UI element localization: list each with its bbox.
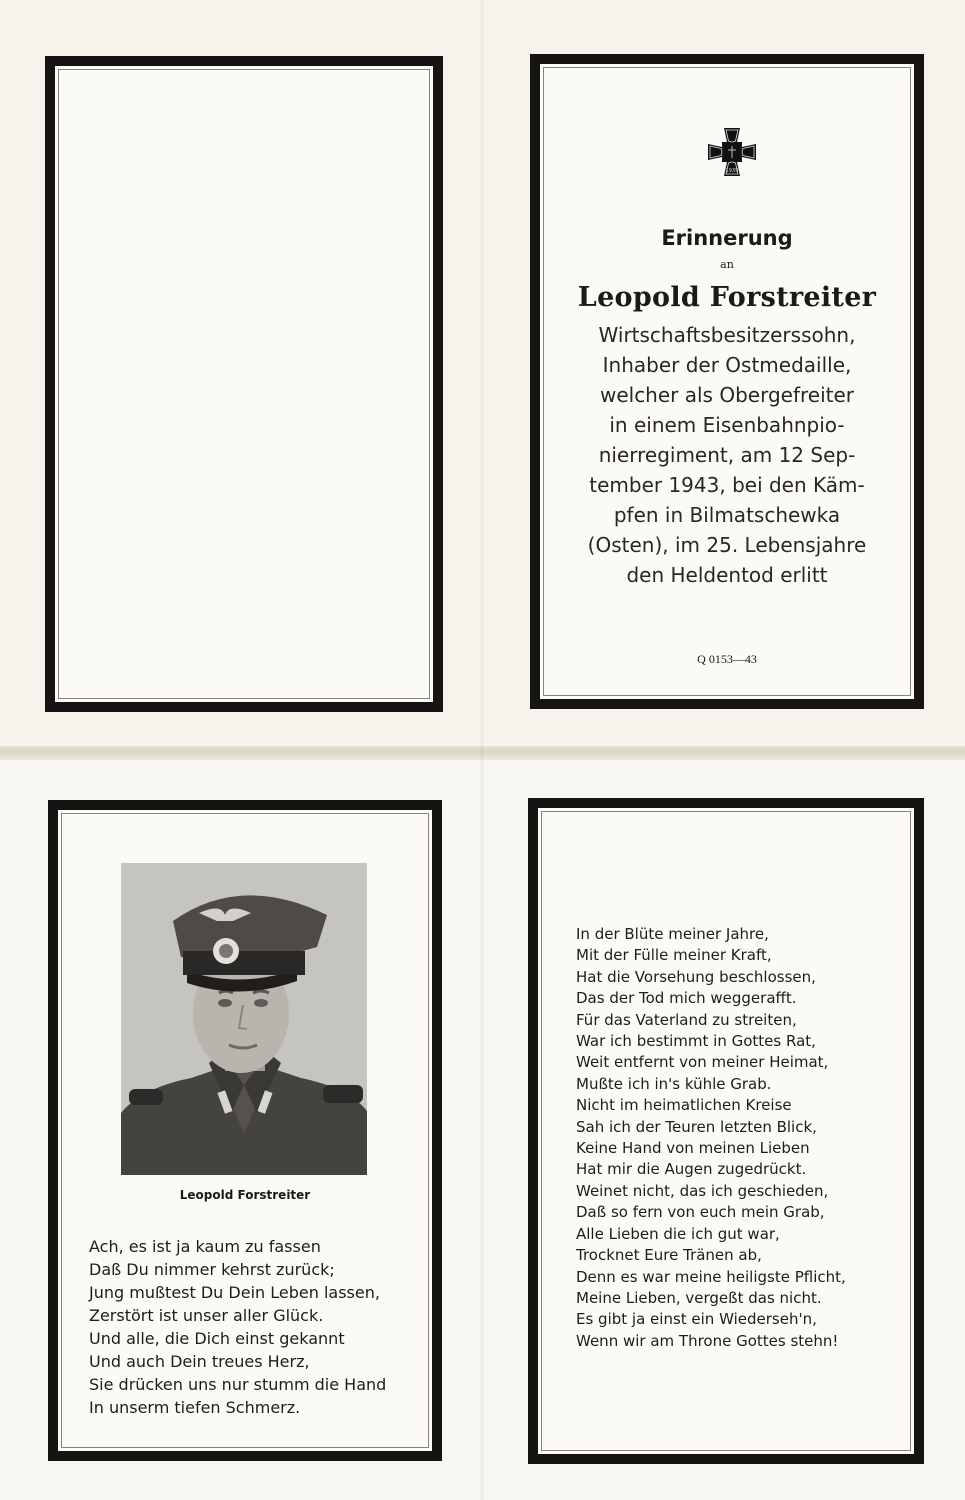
blank-back-panel (45, 56, 443, 712)
biography-line: in einem Eisenbahnpio- (609, 413, 845, 437)
poem-line: Und alle, die Dich einst gekannt (89, 1329, 345, 1348)
poem-line: Für das Vaterland zu streiten, (576, 1010, 797, 1029)
biography-line: nierregiment, am 12 Sep- (598, 443, 856, 467)
poem-line: Es gibt ja einst ein Wiederseh'n, (576, 1310, 817, 1329)
poem-line: Daß Du nimmer kehrst zurück; (89, 1260, 335, 1279)
poem-line: Sie drücken uns nur stumm die Hand (89, 1375, 387, 1394)
poem-line: Weit entfernt von meiner Heimat, (576, 1053, 829, 1072)
poem-line: Denn es war meine heiligste Pflicht, (576, 1267, 846, 1286)
poem-line: Nicht im heimatlichen Kreise (576, 1096, 792, 1115)
poem-line: Sah ich der Teuren letzten Blick, (576, 1117, 817, 1136)
poem-line: Das der Tod mich weggerafft. (576, 989, 797, 1008)
biography-line: Inhaber der Ostmedaille, (602, 353, 852, 377)
poem-panel (528, 798, 924, 1464)
poem-line: Hat mir die Augen zugedrückt. (576, 1160, 807, 1179)
poem-line: Hat die Vorsehung beschlossen, (576, 967, 816, 986)
photo-caption: Leopold Forstreiter (179, 1188, 311, 1202)
poem-line: Mußte ich in's kühle Grab. (576, 1074, 772, 1093)
biography-line: Wirtschaftsbesitzerssohn, (598, 323, 856, 347)
poem-line: In der Blüte meiner Jahre, (576, 925, 769, 943)
poem-line: Ach, es ist ja kaum zu fassen (89, 1237, 321, 1256)
memorial-heading: Erinnerung (661, 226, 793, 250)
poem-line: Wenn wir am Throne Gottes stehn! (576, 1331, 839, 1350)
poem-line: Und auch Dein treues Herz, (89, 1352, 310, 1371)
cross-year: 1939 (725, 168, 739, 174)
memorial-poem-left (89, 1235, 386, 1419)
portrait-photo (121, 863, 367, 1175)
poem-line: In unserm tiefen Schmerz. (89, 1398, 301, 1417)
photo-panel (48, 800, 442, 1461)
poem-line: Daß so fern von euch mein Grab, (576, 1203, 825, 1222)
heading-connector: an (720, 258, 734, 271)
biography-line: den Heldentod erlitt (626, 563, 828, 587)
poem-line: Meine Lieben, vergeßt das nicht. (576, 1288, 822, 1307)
deceased-name: Leopold Forstreiter (577, 282, 877, 313)
print-code: Q 0153—43 (697, 652, 757, 666)
poem-line: Zerstört ist unser aller Glück. (89, 1306, 324, 1325)
biography-line: welcher als Obergefreiter (599, 383, 855, 407)
poem-line: Mit der Fülle meiner Kraft, (576, 946, 772, 965)
poem-line: Trocknet Eure Tränen ab, (576, 1246, 762, 1265)
poem-line: Jung mußtest Du Dein Leben lassen, (89, 1283, 380, 1302)
memorial-front-panel (530, 54, 924, 709)
poem-line: War ich bestimmt in Gottes Rat, (576, 1032, 816, 1051)
poem-line: Keine Hand von meinen Lieben (576, 1139, 810, 1158)
poem-line: Alle Lieben die ich gut war, (576, 1224, 780, 1243)
poem-line: Weinet nicht, das ich geschieden, (576, 1181, 829, 1200)
soldier-portrait-icon (121, 863, 367, 1175)
biography-line: pfen in Bilmatschewka (613, 503, 841, 527)
iron-cross-icon (704, 124, 760, 180)
biography-text (540, 320, 914, 590)
biography-line: tember 1943, bei den Käm- (589, 473, 865, 497)
vertical-fold (480, 0, 484, 1500)
memorial-poem-right (576, 924, 846, 1352)
biography-line: (Osten), im 25. Lebensjahre (587, 533, 867, 557)
